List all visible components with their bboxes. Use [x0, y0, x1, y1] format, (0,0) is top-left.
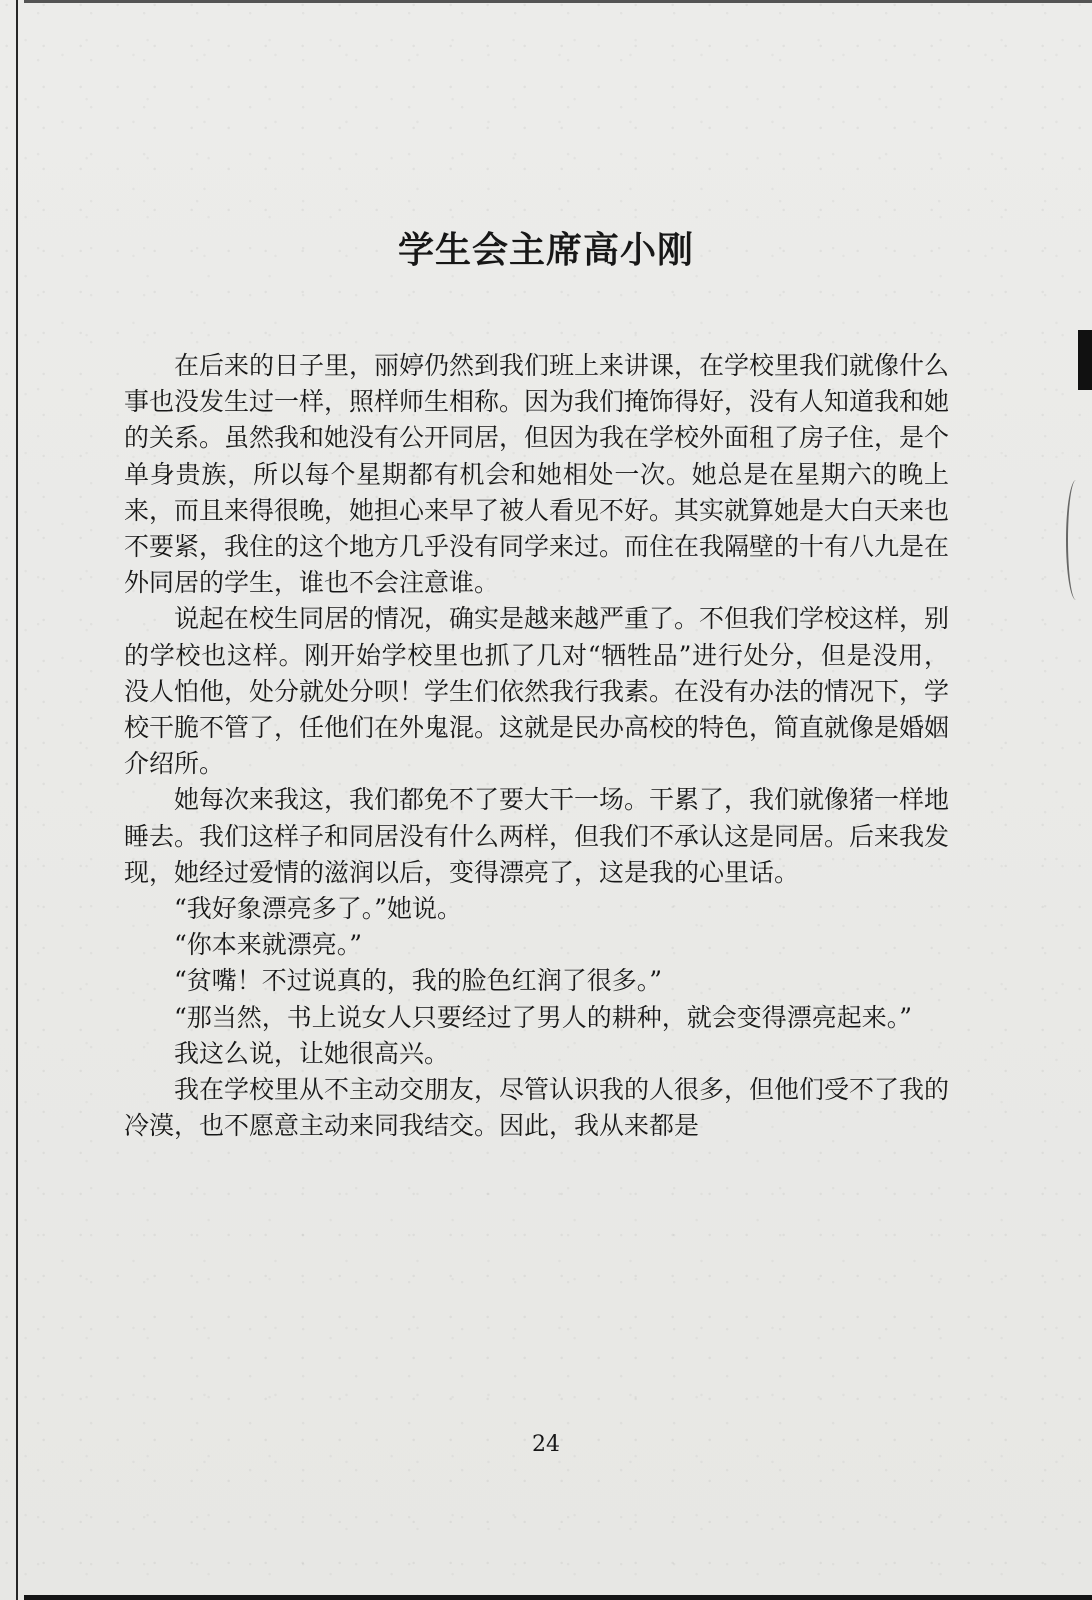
scan-edge-curve — [1066, 480, 1086, 600]
paragraph: 我这么说，让她很高兴。 — [174, 1038, 450, 1068]
body-text — [124, 348, 949, 1144]
page-number: 24 — [532, 1432, 560, 1457]
paragraph: 在后来的日子里，丽婷仍然到我们班上来讲课，在学校里我们就像什么事也没发生过一样，照样师生相称。因为我们掩饰得好，没有人知道我和她的关系。虽然我和她没有公开同居，但因为我在学校外面租了房子住，是个单身贵族，所以每个星期都有机会和她相处一次。她总是在星期六的晚上来，而且来得很晚，她担心来早了被人看见不好。其实就算她是大白天来也不要紧，我住的这个地方几乎没有同学来过。而住在我隔壁的十有八九是在外同居的学生，谁也不会注意谁。 — [124, 351, 950, 598]
paragraph: 我在学校里从不主动交朋友，尽管认识我的人很多，但他们受不了我的冷漠，也不愿意主动来同我结交。因此，我从来都是 — [124, 1075, 950, 1141]
paragraph: 说起在校生同居的情况，确实是越来越严重了。不但我们学校这样，别的学校也这样。刚开始学校里也抓了几对“牺牲品”进行处分，但是没用，没人怕他，处分就处分呗！学生们依然我行我素。在没有办法的情况下，学校干脆不管了，任他们在外鬼混。这就是民办高校的特色，简直就像是婚姻介绍所。 — [124, 604, 950, 779]
dialogue-paragraph: “贫嘴！不过说真的，我的脸色红润了很多。” — [174, 966, 663, 996]
scan-edge-mark — [1078, 330, 1092, 390]
chapter-title: 学生会主席高小刚 — [397, 229, 694, 272]
scan-bottom-border — [24, 1595, 1092, 1600]
scan-top-border — [24, 0, 1092, 3]
paragraph: 她每次来我这，我们都免不了要大干一场。干累了，我们就像猪一样地睡去。我们这样子和同居没有什么两样，但我们不承认这是同居。后来我发现，她经过爱情的滋润以后，变得漂亮了，这是我的心里话。 — [124, 785, 950, 887]
dialogue-paragraph: “你本来就漂亮。” — [174, 930, 363, 960]
dialogue-paragraph: “那当然，书上说女人只要经过了男人的耕种，就会变得漂亮起来。” — [174, 1002, 913, 1032]
dialogue-paragraph: “我好象漂亮多了。”她说。 — [174, 894, 463, 924]
